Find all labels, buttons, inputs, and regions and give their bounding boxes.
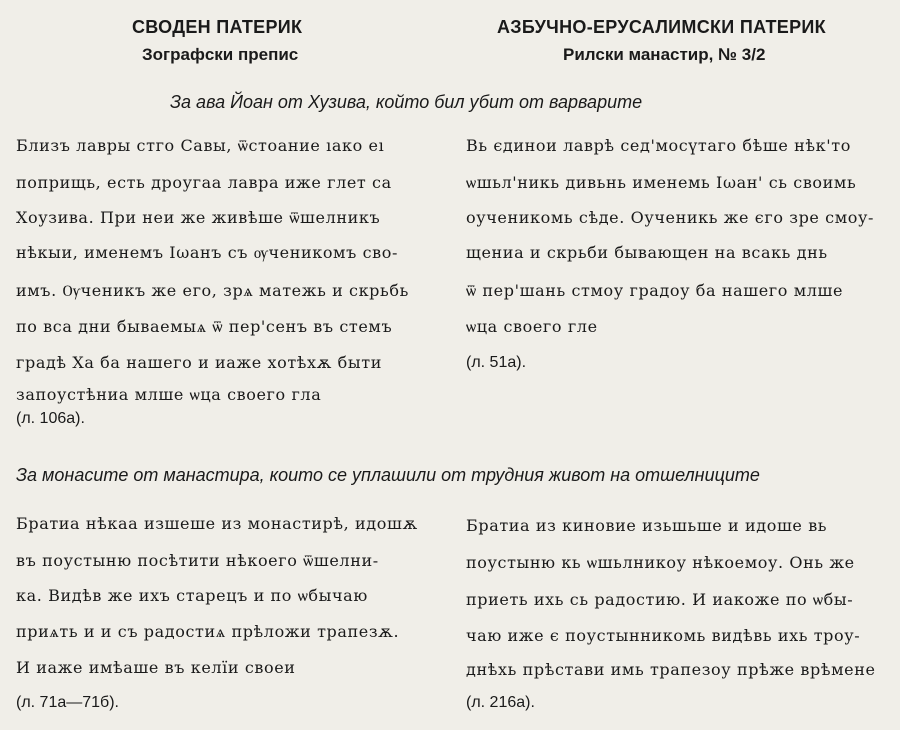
folio-reference: (л. 216а). [466, 694, 535, 711]
text-line: поприщь, есть дроугаа лавра иже глет са [16, 173, 392, 192]
text-line: ѡца своего гле [466, 317, 598, 336]
text-line: градѣ Ха ба нашего и иаже хотѣхѫ быти [16, 353, 382, 372]
text-line: приѧть и и съ радостиѧ прѣложи трапезѫ. [16, 622, 400, 641]
text-line: ѡшьл'никь дивьнь именемь Іωан' сь своимь [466, 173, 857, 192]
text-line: Вь єдинои лаврѣ сед'мосүтаго бѣше нѣк'то [466, 136, 851, 155]
text-line: оученикомь сѣде. Оученикь же єго зре смоу- [466, 208, 875, 227]
text-line: днѣхь прѣстави имь трапезоу прѣже врѣмене [466, 660, 876, 679]
text-line: ѿ пер'шань стмоу градоу ба нашего млше [466, 281, 844, 300]
text-line: въ поустыню посѣтити нѣкоего ѿшелни- [16, 551, 379, 570]
section-2-title: За монасите от манастира, които се уплашили от трудния живот на отшелниците [16, 465, 760, 485]
text-line: чаю иже є поустынникомь видѣвь ихь троу- [466, 626, 861, 645]
text-line: Братиа из киновие изьшьше и идоше вь [466, 516, 828, 535]
right-header-title: АЗБУЧНО-ЕРУСАЛИМСКИ ПАТЕРИК [497, 17, 826, 37]
right-header-subtitle: Рилски манастир, № 3/2 [563, 45, 766, 64]
left-header-title: СВОДЕН ПАТЕРИК [132, 17, 303, 37]
text-line: Хоузива. При неи же живѣше ѿшелникъ [16, 208, 381, 227]
section-1-title: За ава Йоан от Хузива, който бил убит от варварите [170, 92, 643, 112]
text-line: И иаже имѣаше въ келїи своеи [16, 658, 296, 677]
text-line: Братиа нѣкаа изшеше из монастирѣ, идошѫ [16, 514, 418, 533]
text-line: поустыню кь ѡшьлникоу нѣкоемоу. Онь же [466, 553, 855, 572]
folio-reference: (л. 71а—71б). [16, 694, 119, 711]
text-line: щениа и скрьби бывающен на всакь днь [466, 243, 828, 262]
text-line: нѣкыи, именемъ Іωанъ съ ѹченикомъ сво- [16, 243, 398, 262]
text-line: приеть ихь сь радостию. И иакоже по ѡбы- [466, 590, 854, 609]
text-line: ка. Видѣв же ихъ старецъ и по ѡбычаю [16, 586, 368, 605]
left-header-subtitle: Зографски препис [142, 45, 299, 64]
text-line: имъ. Ѹченикъ же его, зрѧ матежь и скрьбь [16, 281, 409, 300]
text-line: Близъ лавры стго Савы, ѿстоание ıако еı [16, 136, 385, 155]
folio-reference: (л. 106а). [16, 410, 85, 427]
text-line: по вса дни бываемыѧ ѿ пер'сенъ въ стемъ [16, 317, 393, 336]
folio-reference: (л. 51а). [466, 354, 527, 371]
text-line: запоустѣниа млше ѡца своего гла [16, 385, 322, 404]
